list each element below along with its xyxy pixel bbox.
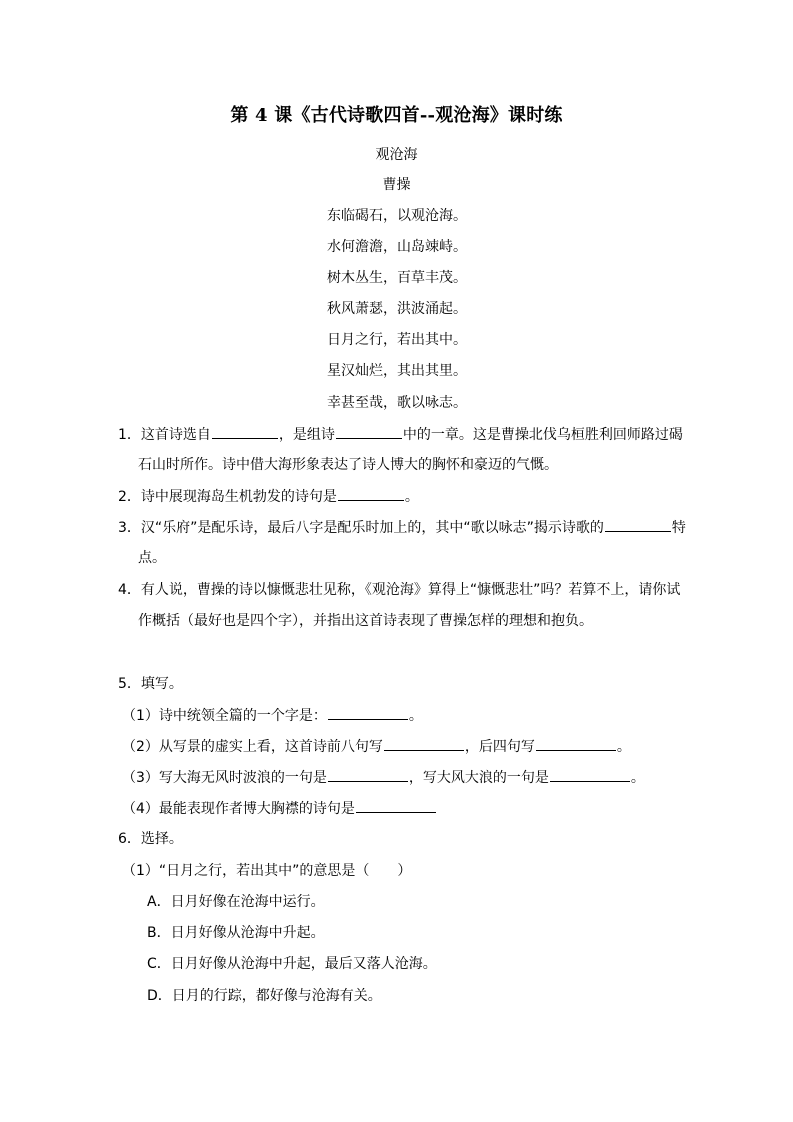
answer-blank[interactable]	[356, 798, 436, 813]
answer-blank[interactable]	[328, 767, 408, 782]
option-b[interactable]: B．日月好像从沧海中升起。	[147, 925, 325, 941]
option-c[interactable]: C．日月好像从沧海中升起，最后又落人沧海。	[147, 956, 437, 972]
poem-author: 曹操	[382, 177, 411, 193]
question-4: 4．有人说，曹操的诗以慷慨悲壮见称，《观沧海》算得上“慷慨悲壮”吗？若算不上，请你试	[118, 582, 681, 598]
question-5-3	[122, 767, 645, 788]
question-2-text: 。	[404, 489, 419, 505]
answer-blank[interactable]	[212, 424, 278, 439]
poem-line: 星汉灿烂，其出其里。	[327, 363, 467, 379]
question-1-continued: 石山时所作。诗中借大海形象表达了诗人博大的胸怀和豪迈的气慨。	[138, 457, 558, 473]
question-5-1-text: （1）诗中统领全篇的一个字是：	[122, 708, 327, 724]
poem-name: 观沧海	[375, 147, 418, 163]
poem-line: 幸甚至哉，歌以咏志。	[327, 395, 467, 411]
answer-blank[interactable]	[605, 517, 671, 532]
question-5-1	[122, 705, 423, 726]
question-3	[118, 517, 686, 538]
question-2-text: 2．诗中展现海岛生机勃发的诗句是	[118, 489, 337, 505]
question-1	[118, 424, 683, 445]
option-a[interactable]: A．日月好像在沧海中运行。	[147, 894, 325, 910]
question-5-2-text: （2）从写景的虚实上看，这首诗前八句写	[122, 739, 383, 755]
answer-blank[interactable]	[328, 705, 408, 720]
answer-blank[interactable]	[338, 486, 404, 501]
answer-blank[interactable]	[336, 424, 402, 439]
page-title: 第 4 课《古代诗歌四首--观沧海》课时练	[230, 105, 563, 126]
answer-blank[interactable]	[536, 736, 616, 751]
poem-line: 秋风萧瑟，洪波涌起。	[327, 301, 467, 317]
poem-line: 东临碣石，以观沧海。	[327, 208, 467, 224]
poem-line: 树木丛生，百草丰茂。	[327, 270, 467, 286]
poem-line: 水何澹澹，山岛竦峙。	[327, 239, 467, 255]
question-5-3-text: （3）写大海无风时波浪的一句是	[122, 770, 327, 786]
question-1-text: 1．这首诗选自	[118, 427, 211, 443]
question-3-text: 特	[671, 520, 686, 536]
poem-line: 日月之行，若出其中。	[327, 332, 467, 348]
question-1-text: 中的一章。这是曹操北伐乌桓胜利回师路过碣	[402, 427, 683, 443]
question-5-3-text: 。	[630, 770, 645, 786]
question-5-3-text: ，写大风大浪的一句是	[408, 770, 549, 786]
answer-blank[interactable]	[550, 767, 630, 782]
question-3-continued: 点。	[138, 550, 166, 566]
answer-blank[interactable]	[384, 736, 464, 751]
question-2	[118, 486, 419, 507]
question-3-text: 3．汉“乐府”是配乐诗，最后八字是配乐时加上的，其中“歌以咏志”揭示诗歌的	[118, 520, 604, 536]
question-5-heading: 5．填写。	[118, 676, 183, 692]
question-5-1-text: 。	[408, 708, 423, 724]
question-6-heading: 6．选择。	[118, 831, 183, 847]
question-6-1: （1）“日月之行，若出其中”的意思是（ ）	[122, 863, 412, 879]
question-5-4-text: （4）最能表现作者博大胸襟的诗句是	[122, 801, 355, 817]
question-5-2	[122, 736, 631, 757]
question-4-continued: 作概括（最好也是四个字），并指出这首诗表现了曹操怎样的理想和抱负。	[138, 613, 593, 629]
question-1-text: ，是组诗	[278, 427, 335, 443]
question-5-2-text: 。	[616, 739, 631, 755]
question-5-4	[122, 798, 437, 819]
question-5-2-text: ，后四句写	[464, 739, 535, 755]
option-d[interactable]: D．日月的行踪，都好像与沧海有关。	[147, 988, 382, 1004]
